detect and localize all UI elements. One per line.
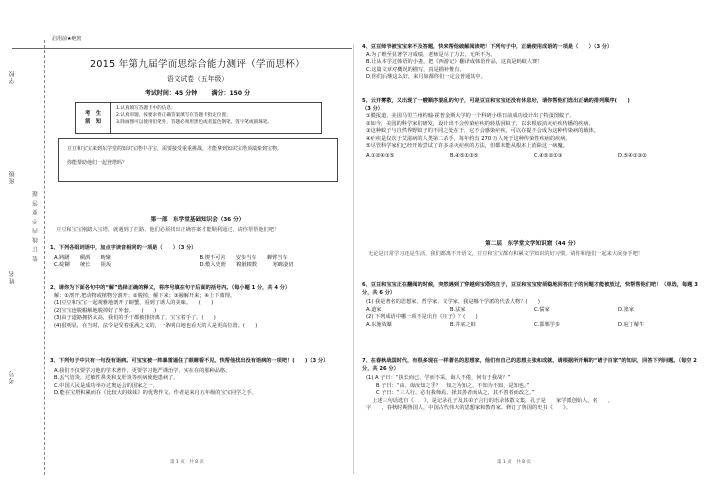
secret-mark: 启用前★绝密 (52, 36, 82, 42)
exam-time: 考试时间：45 分钟 (144, 90, 198, 97)
question-7 (362, 358, 702, 413)
q5-item-5: ⑤尽管科学家们已经开始尝试了许多杀灭疟疾的方法，但都未能从根本上消除这一病魔。 (366, 143, 568, 150)
q6-stem: 6、豆豆和宝宝正在翻阅的时候，突然遇到了穿越到宝塔的庄子，豆豆和宝宝密须稳地回答庄子的问题才能被放过，快帮帮他们吧！（单选，每题 3 分，共 6 分） (362, 282, 698, 296)
part1 (50, 216, 345, 235)
q7-quote-b: B 子曰：“由，诲汝知之乎？ 知之为知之，不知为不知，是知也。” (376, 382, 530, 389)
q6-2-option-b: B.井底之蛙 (450, 321, 476, 328)
q5-item-3: ③这种蚊子与自然界野蚊子的不同之处在于，它不会感染疟疾，可以在提不会成为这种传染病的载体。 (366, 128, 599, 135)
q6-sub-2: (2) 下列成语中哪一项不是出自《庄子》？( ) (366, 314, 478, 321)
q4-option-a: A.为了维至显著学习成绩，老师是尽了力去，无所不为。 (366, 51, 496, 58)
part1-heading: 第一部 东学堂基础知识会（36 分） (150, 217, 245, 223)
footer-left: 第 1 页 共 8 页 (170, 460, 204, 465)
exam-subtitle: 语文试卷（五年级） (166, 75, 229, 83)
q3-option-c: C.中国人民是成功举办过奥运会的国家之一。 (54, 382, 158, 389)
part2-heading: 第二层 东学堂文学知识窟（44 分） (485, 241, 579, 247)
q5-item-2: ②如今，美国的科学家们研发，设计出不会传染疟疾的转基因蚊子，以求根底消灭疟疾传播的疾病。 (366, 120, 594, 127)
question-6 (362, 282, 702, 329)
q5-option-a: A.①②④③⑤ (366, 152, 395, 159)
q5-stem: 5、云开雾散，又出现了一艘顺序混乱的句子，可是豆豆和宝宝还没有休息好，请你帮他们选出正确的排列顺序( ) (362, 98, 630, 104)
q4-option-d: D.你们后继这么好，来月如都你们一定会普通其中。 (366, 74, 486, 81)
exam-meta (50, 90, 345, 99)
q7-stem: 7、在春秋战国时代，有很多现在一样著名的思想家，他们有自己的思想主张和成就，请根据所开解的“诸子百家”的知识，回答下列问题。（每空 2 分，共 26 分） (362, 358, 697, 372)
part2-desc: 无论是日常学习还是生活，我们都离不开语文，豆豆和宝宝都有积累文学知识的好习惯，请你和他们一起来大展身手吧！ (368, 251, 643, 258)
notice-label: 考 生 须 知 (76, 103, 111, 133)
q6-2-option-c: C.邯郸学步 (534, 321, 561, 328)
q6-1-option-c: C.儒家 (534, 306, 550, 313)
q2-item-4: (4)很明显，在当时，法令是受着重满之义的，一条明白地也看天的人是更高位置。( ) (54, 322, 258, 329)
question-3 (50, 358, 345, 398)
part2 (362, 240, 702, 259)
q1-option-b: B.锲不可舍 安步当车 蝉臂当车 (199, 254, 288, 261)
exam-title: 2015 年第九届学而思综合能力测评（学而思杯） (90, 59, 305, 70)
q6-1-option-a: A.道家 (366, 306, 382, 313)
q3-option-d: D.能在宝塔积累而在《比较大的妹妹》的优秀作文，作者是来自五年级的宝宝同学之手。 (54, 390, 257, 397)
question-2 (50, 285, 345, 330)
q2-item-1: (1)豆豆和宝宝一起观雅地剖开了螃蟹，看到了诱人的美味。 ( ) (54, 300, 214, 307)
q4-option-b: B.让从本学过韩语的小妻，把《西游记》翻译成韩语作品，这真是蚂蚁人赛！ (366, 59, 543, 66)
q4-option-c: C.这篇文章对概况的描写，真是描补惟有。 (366, 66, 465, 73)
q5-item-1: ①膜报道，美国马里兰州约翰·霍普金斯大学的一个科研小组日前成功设计出了特蛋图蚁子。 (366, 113, 575, 120)
q6-sub-1: (1) 我是著名的思想家、哲学家、文学家，我是哪个学派的代表人物？( ) (366, 299, 540, 306)
q7-quote-c: C 子曰：“三人行，必有我师焉。择其善者而从之，其不善者而改之。” (376, 390, 535, 397)
q6-1-option-d: D.墨家 (618, 306, 635, 313)
q6-2-option-d: D.庖丁解牛 (618, 321, 645, 328)
q1-option-d: D.敷入史册 糗骰糗数 寒蝉凄切 (199, 262, 294, 269)
q2-stem: 2、请你为下面各句中的“解”选择正确的释义，将序号填在句子后面的括号内。（每小题 1 分，共 4 分） (50, 285, 291, 291)
binding-label-name: 姓名 (9, 270, 16, 284)
part1-desc: 豆豆和宝宝刚踏入宝塔，就遇到了拦路，他们必须找出正确答案才能顺利通过，请你帮帮他们吧！ (56, 227, 280, 234)
seal-line-text: 装 订 线 内 不 要 答 题 (33, 190, 39, 262)
binding-label-examno: 考号 (9, 370, 16, 384)
q2-item-3: (3)由于道路拥挤太高，我们的手干都被排挤离了，宝宝着手了。( ) (54, 315, 216, 322)
intro-box: 豆豆和宝宝来到东学堂的知识宝塔中寻宝，需要接受重重挑战，才能拿到知识宝塔顶端象到宝物。 你能帮助他们一起登塔吗？ (58, 138, 338, 182)
q6-2-option-a: A.东施效颦 (366, 321, 392, 328)
q5-option-b: B.④⑤①③⑤ (450, 152, 479, 159)
q5-score: （3 分） (362, 105, 383, 112)
q2-item-2: (2)宝宝连脱帽解地脱掉好了外套。 ( ) (54, 307, 157, 314)
binding-label-school: 学校 (9, 70, 16, 84)
q4-stem: 4、豆豆师爷被宝宝来不及答题，快来帮他破解阅读吧！下列句子中，正确使用成语的一项是（ ）（3 分） (362, 44, 613, 50)
column-divider (353, 44, 354, 474)
question-4 (362, 44, 702, 82)
q7-fill-2: 字 ，春秋时期鲁国人，中国古代伟大的思想家和教育家。修订了鲁国的史书《 》。 (366, 405, 571, 412)
binding-margin (6, 40, 42, 470)
left-column (50, 36, 345, 480)
question-1 (50, 245, 345, 270)
exam-score: 满分：150 分 (211, 90, 251, 97)
q5-item-4: ④疟疾是仅次于艾滋病的人类第二杀手，每年约有 270 万人死于这种传染性疾病的疾病。 (366, 135, 571, 142)
q2-definition: 解：①剖开,把动物或植物分割开；②脱掉，解下来；③融解开来；④上下离理。 (54, 292, 236, 299)
binding-label-class: 班级 (9, 170, 16, 184)
seal-line (44, 40, 45, 475)
q6-1-option-b: B.法家 (450, 306, 466, 313)
q5-option-c: C.④⑤②①③ (534, 152, 563, 159)
q3-option-a: A.我们不仅要学习他的学术著作，更要学习他严谨治学、实在在的那种品格。 (54, 367, 231, 374)
q7-quote-a: (1) A 子曰：“执长而已，学而不采，诲人不倦，何有于我哉？” (366, 375, 511, 382)
notice-box (75, 102, 322, 134)
right-column (362, 40, 702, 480)
footer-right: 第 1 页 共 8 页 (497, 460, 531, 465)
q1-option-c: C.绽糊 统长 阻坂 (54, 262, 112, 269)
q1-option-a: A.踌躇 稠酒 畴聚 (54, 254, 111, 261)
q3-stem: 3、下列句子中只有一句没有语病。可宝宝被一阵暴雷逼住了眼睛看不见，快帮他找出没有语病的一项吧！( )（3 分） (50, 358, 329, 364)
q5-option-d: D.⑤④①③② (618, 152, 647, 159)
q3-option-b: B.丢气管炎，过敏性鼻炎和支肝炎等疾病使他患病了。 (54, 375, 179, 382)
q1-stem: 1、下列各组词语中，加点字读音相同的一项是（ ）（3 分） (50, 245, 197, 251)
question-5 (362, 98, 702, 160)
notice-items: 1.认真填写答题卡中的信息； 2.认真审题，按要求将正确答案填写在答题卡指定位置； 3.除画图可以使用铅笔外，答题必须用黑色或者蓝色钢笔、签字笔或圆珠笔。 (116, 106, 272, 126)
q7-fill-1: 上述三句话选自《 》，是记录孔子及其弟子言行的语录体散文集，孔子是 家学派创始人，名 ， (372, 397, 614, 404)
